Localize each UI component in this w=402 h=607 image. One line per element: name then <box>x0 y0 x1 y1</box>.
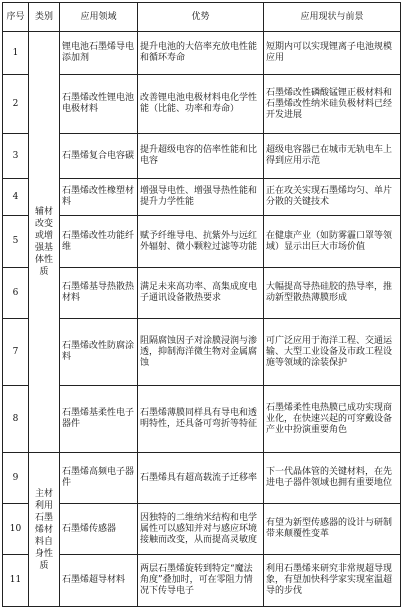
field-cell: 石墨烯改性橡塑材料 <box>60 179 138 216</box>
field-cell: 石墨烯传感器 <box>60 504 138 555</box>
application-cell: 正在攻关实现石墨烯均匀、单片分散的关键技术 <box>264 179 401 216</box>
application-cell: 大幅提高导热硅胶的热导率，推动新型散热薄膜形成 <box>264 268 401 319</box>
header-row <box>3 3 401 32</box>
row-number: 3 <box>3 134 29 179</box>
field-cell: 石墨烯改性防腐涂料 <box>60 319 138 386</box>
table-row <box>3 134 401 179</box>
advantage-cell: 满足未来高功率、高集成度电子通讯设备散热要求 <box>138 268 264 319</box>
row-number: 5 <box>3 216 29 268</box>
advantage-cell: 提升电池的大倍率充放电性能和循环寿命 <box>138 32 264 75</box>
table-row <box>3 179 401 216</box>
table-row <box>3 319 401 386</box>
application-cell: 利用石墨烯来研究非常规超导现象，有望加快科学家实现室温超导的步伐 <box>264 555 401 607</box>
table-row <box>3 555 401 607</box>
category-cell: 辅材改变或增强基体性质 <box>29 32 60 453</box>
row-number: 4 <box>3 179 29 216</box>
table-row <box>3 32 401 75</box>
application-cell: 有望为新型传感器的设计与研制带来颠覆性变革 <box>264 504 401 555</box>
advantage-cell: 改善锂电池电极材料电化学性能（比能、功率和寿命） <box>138 75 264 134</box>
application-cell: 短期内可以实现锂离子电池规模应用 <box>264 32 401 75</box>
header-field: 应用领域 <box>60 3 138 32</box>
field-cell: 石墨烯基柔性电子器件 <box>60 386 138 453</box>
row-number: 10 <box>3 504 29 555</box>
row-number: 1 <box>3 32 29 75</box>
header-advantage: 优势 <box>138 3 264 32</box>
advantage-cell: 因独特的二维纳米结构和电学属性可以感知并对与感应环境接触而改变，从而提高灵敏度 <box>138 504 264 555</box>
row-number: 7 <box>3 319 29 386</box>
row-number: 11 <box>3 555 29 607</box>
table-row <box>3 453 401 504</box>
advantage-cell: 石墨烯薄膜同样具有导电和透明特性，还具备可弯折等特征 <box>138 386 264 453</box>
advantage-cell: 阻隔腐蚀因子对涂膜浸润与渗透，抑制海洋微生物对金属腐蚀 <box>138 319 264 386</box>
application-cell: 超级电容器已在城市无轨电车上得到应用示范 <box>264 134 401 179</box>
application-cell: 可广泛应用于海洋工程、交通运输、大型工业设备及市政工程设施等领域的涂装保护 <box>264 319 401 386</box>
advantage-cell: 赋予纤维导电、抗紫外与远红外辐射、微小颗粒过滤等功能 <box>138 216 264 268</box>
row-number: 2 <box>3 75 29 134</box>
field-cell: 石墨烯高频电子器件 <box>60 453 138 504</box>
table-row <box>3 75 401 134</box>
table-row <box>3 216 401 268</box>
application-cell: 石墨烯改性磷酸锰锂正极材料和石墨烯改性纳米硅负极材料已经开发进展 <box>264 75 401 134</box>
table-row <box>3 268 401 319</box>
application-cell: 下一代晶体管的关键材料，在先进电子器件领域也拥有重要地位 <box>264 453 401 504</box>
field-cell: 石墨烯基导热散热材料 <box>60 268 138 319</box>
application-cell: 石墨烯柔性电热膜已成功实现商业化，在快速兴起的可穿戴设备产业中扮演重要角色 <box>264 386 401 453</box>
row-number: 6 <box>3 268 29 319</box>
advantage-cell: 两层石墨烯旋转到特定“魔法角度”叠加时，可在零阻力情况下传导电子 <box>138 555 264 607</box>
advantage-cell: 提升超级电容的倍率性能和比电容 <box>138 134 264 179</box>
advantage-cell: 增强导电性、增强导热性能和提升力学性能 <box>138 179 264 216</box>
field-cell: 石墨烯复合电容碳 <box>60 134 138 179</box>
graphene-applications-table <box>2 2 401 607</box>
category-cell: 主材利用石墨烯材料自身性质 <box>29 453 60 607</box>
header-category: 类别 <box>29 3 60 32</box>
field-cell: 石墨烯改性功能纤维 <box>60 216 138 268</box>
table-row <box>3 504 401 555</box>
row-number: 8 <box>3 386 29 453</box>
field-cell: 锂电池石墨烯导电添加剂 <box>60 32 138 75</box>
table-row <box>3 386 401 453</box>
application-cell: 在健康产业（如防雾霾口罩等领域）显示出巨大市场价值 <box>264 216 401 268</box>
row-number: 9 <box>3 453 29 504</box>
header-application: 应用现状与前景 <box>264 3 401 32</box>
advantage-cell: 石墨烯具有超高载流子迁移率 <box>138 453 264 504</box>
field-cell: 石墨烯改性锂电池电极材料 <box>60 75 138 134</box>
field-cell: 石墨烯超导材料 <box>60 555 138 607</box>
header-index: 序号 <box>3 3 29 32</box>
